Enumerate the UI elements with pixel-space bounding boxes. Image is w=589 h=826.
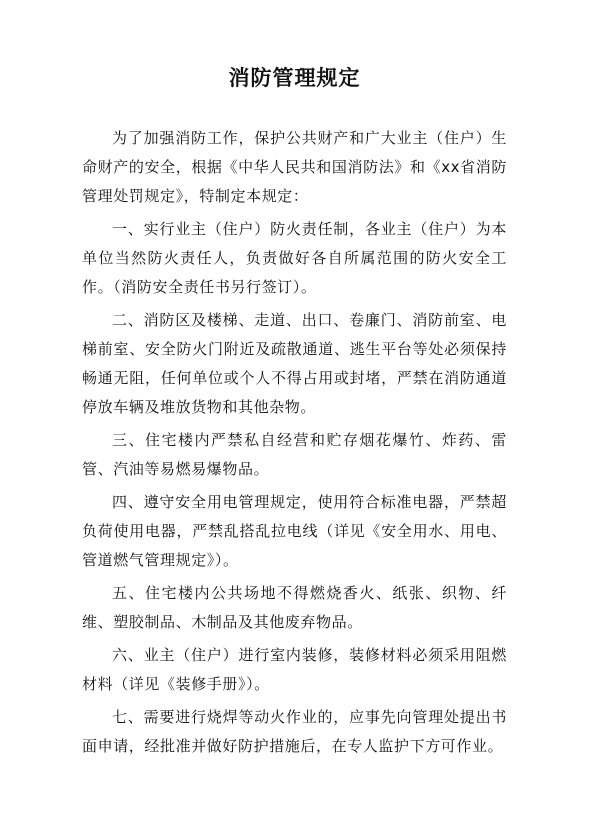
rule-paragraph-4: 四、遵守安全用电管理规定，使用符合标准电器，严禁超负荷使用电器，严禁乱搭乱拉电线（详见《安全用水、用电、管道燃气管理规定》）。 <box>82 493 507 569</box>
rule-paragraph-7: 七、需要进行烧焊等动火作业的，应事先向管理处提出书面申请，经批准并做好防护措施后，在专人监护下方可作业。 <box>82 708 507 755</box>
intro-paragraph: 为了加强消防工作，保护公共财产和广大业主（住户）生命财产的安全，根据《中华人民共和国消防法》和《xx省消防管理处罚规定》，特制定本规定： <box>82 129 507 205</box>
rule-paragraph-6: 六、业主（住户）进行室内装修，装修材料必须采用阻燃材料（详见《装修手册》）。 <box>82 646 507 693</box>
rule-paragraph-5: 五、住宅楼内公共场地不得燃烧香火、纸张、织物、纤维、塑胶制品、木制品及其他废弃物品。 <box>82 584 507 631</box>
rule-paragraph-2: 二、消防区及楼梯、走道、出口、卷廉门、消防前室、电梯前室、安全防火门附近及疏散通道、逃生平台等处必须保持畅通无阻，任何单位或个人不得占用或封堵，严禁在消防通道停放车辆及堆放货物和其他杂物。 <box>82 311 507 416</box>
rule-paragraph-3: 三、住宅楼内严禁私自经营和贮存烟花爆竹、炸药、雷管、汽油等易燃易爆物品。 <box>82 431 507 478</box>
document-title: 消防管理规定 <box>228 66 361 90</box>
rule-paragraph-1: 一、实行业主（住户）防火责任制，各业主（住户）为本单位当然防火责任人，负责做好各自所属范围的防火安全工作。（消防安全责任书另行签订）。 <box>82 220 507 296</box>
